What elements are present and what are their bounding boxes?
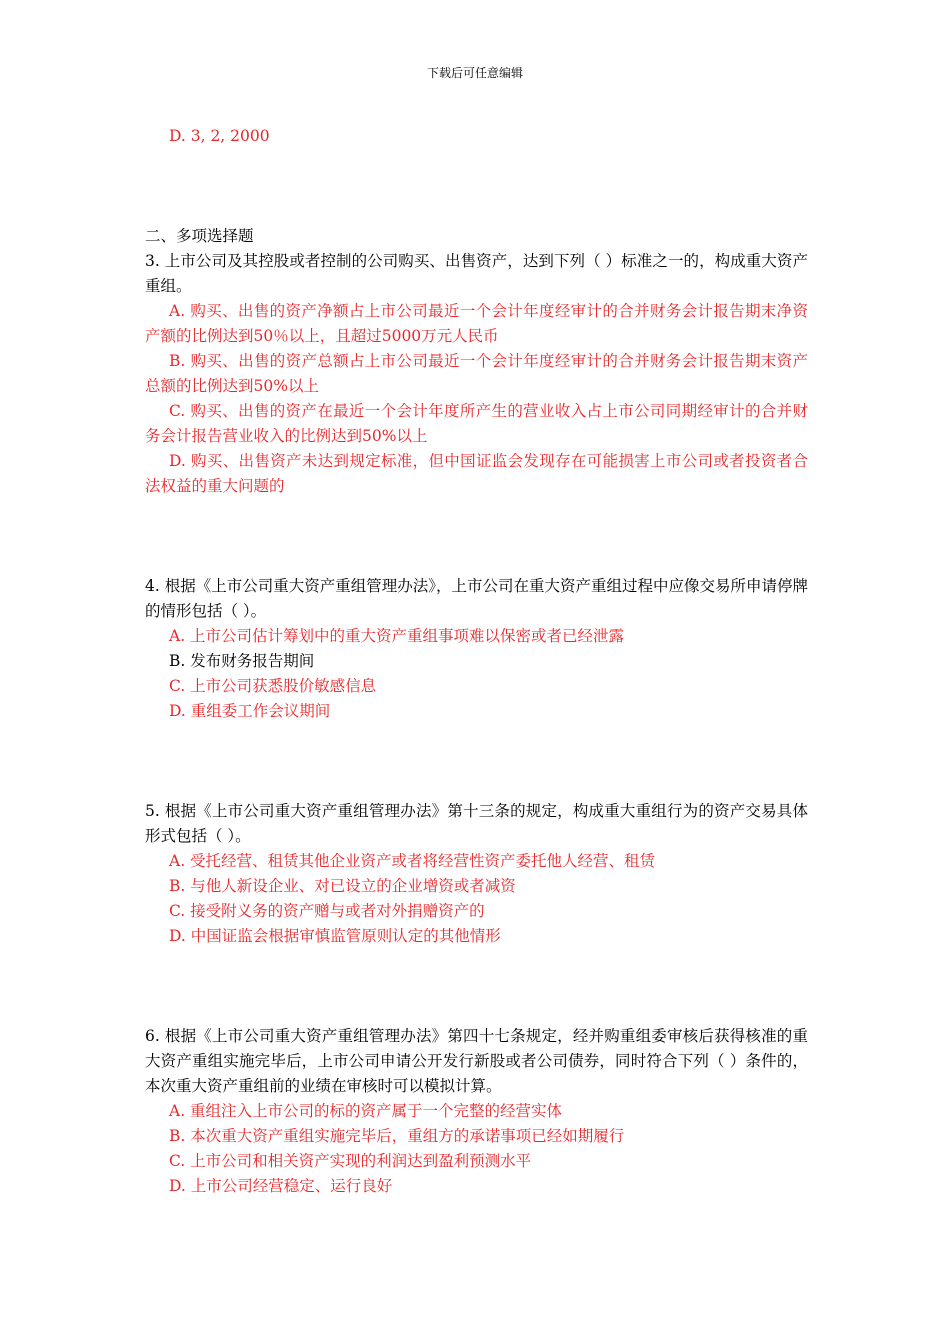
option-b: B. 购买、出售的资产总额占上市公司最近一个会计年度经审计的合并财务会计报告期末资产总额的比例达到50%以上 xyxy=(145,352,808,395)
question-stem: 5. 根据《上市公司重大资产重组管理办法》第十三条的规定，构成重大重组行为的资产交易具体形式包括（ ）。 xyxy=(145,802,808,845)
option-b: B. 与他人新设企业、对已设立的企业增资或者减资 xyxy=(169,877,516,895)
page-header: 下载后可任意编辑 xyxy=(426,66,523,80)
option-d: D. 重组委工作会议期间 xyxy=(169,702,331,720)
option-c: C. 上市公司获悉股价敏感信息 xyxy=(169,677,377,695)
option-d: D. 购买、出售资产未达到规定标准，但中国证监会发现存在可能损害上市公司或者投资者合法权益的重大问题的 xyxy=(145,452,808,495)
question-3 xyxy=(145,249,808,499)
option-a: A. 受托经营、租赁其他企业资产或者将经营性资产委托他人经营、租赁 xyxy=(169,852,656,870)
option-c: C. 购买、出售的资产在最近一个会计年度所产生的营业收入占上市公司同期经审计的合并财务会计报告营业收入的比例达到50%以上 xyxy=(145,402,808,445)
question-stem: 6. 根据《上市公司重大资产重组管理办法》第四十七条规定，经并购重组委审核后获得核准的重大资产重组实施完毕后，上市公司申请公开发行新股或者公司债券，同时符合下列（ ）条件的，本次重大资产重组前的业绩在审核时可以模拟计算。 xyxy=(145,1027,808,1095)
option-a: A. 购买、出售的资产净额占上市公司最近一个会计年度经审计的合并财务会计报告期末净资产额的比例达到50％以上，且超过5000万元人民币 xyxy=(145,302,808,345)
option-a: A. 重组注入上市公司的标的资产属于一个完整的经营实体 xyxy=(169,1102,563,1120)
question-stem: 3. 上市公司及其控股或者控制的公司购买、出售资产，达到下列（ ）标准之一的，构成重大资产重组。 xyxy=(145,252,808,295)
option-c: C. 上市公司和相关资产实现的利润达到盈利预测水平 xyxy=(169,1152,532,1170)
previous-question-option-d: D. 3, 2, 2000 xyxy=(169,127,270,145)
document-body xyxy=(145,124,808,1199)
option-b: B. 本次重大资产重组实施完毕后，重组方的承诺事项已经如期履行 xyxy=(169,1127,625,1145)
section-title: 二、多项选择题 xyxy=(145,227,254,245)
question-4 xyxy=(145,574,808,724)
option-d: D. 中国证监会根据审慎监管原则认定的其他情形 xyxy=(169,927,501,945)
option-c: C. 接受附义务的资产赠与或者对外捐赠资产的 xyxy=(169,902,485,920)
option-d: D. 上市公司经营稳定、运行良好 xyxy=(169,1177,393,1195)
question-6 xyxy=(145,1024,808,1199)
question-stem: 4. 根据《上市公司重大资产重组管理办法》，上市公司在重大资产重组过程中应像交易所申请停牌的情形包括（ ）。 xyxy=(145,577,808,620)
question-5 xyxy=(145,799,808,949)
option-a: A. 上市公司估计筹划中的重大资产重组事项难以保密或者已经泄露 xyxy=(169,627,625,645)
option-b: B. 发布财务报告期间 xyxy=(169,652,315,670)
